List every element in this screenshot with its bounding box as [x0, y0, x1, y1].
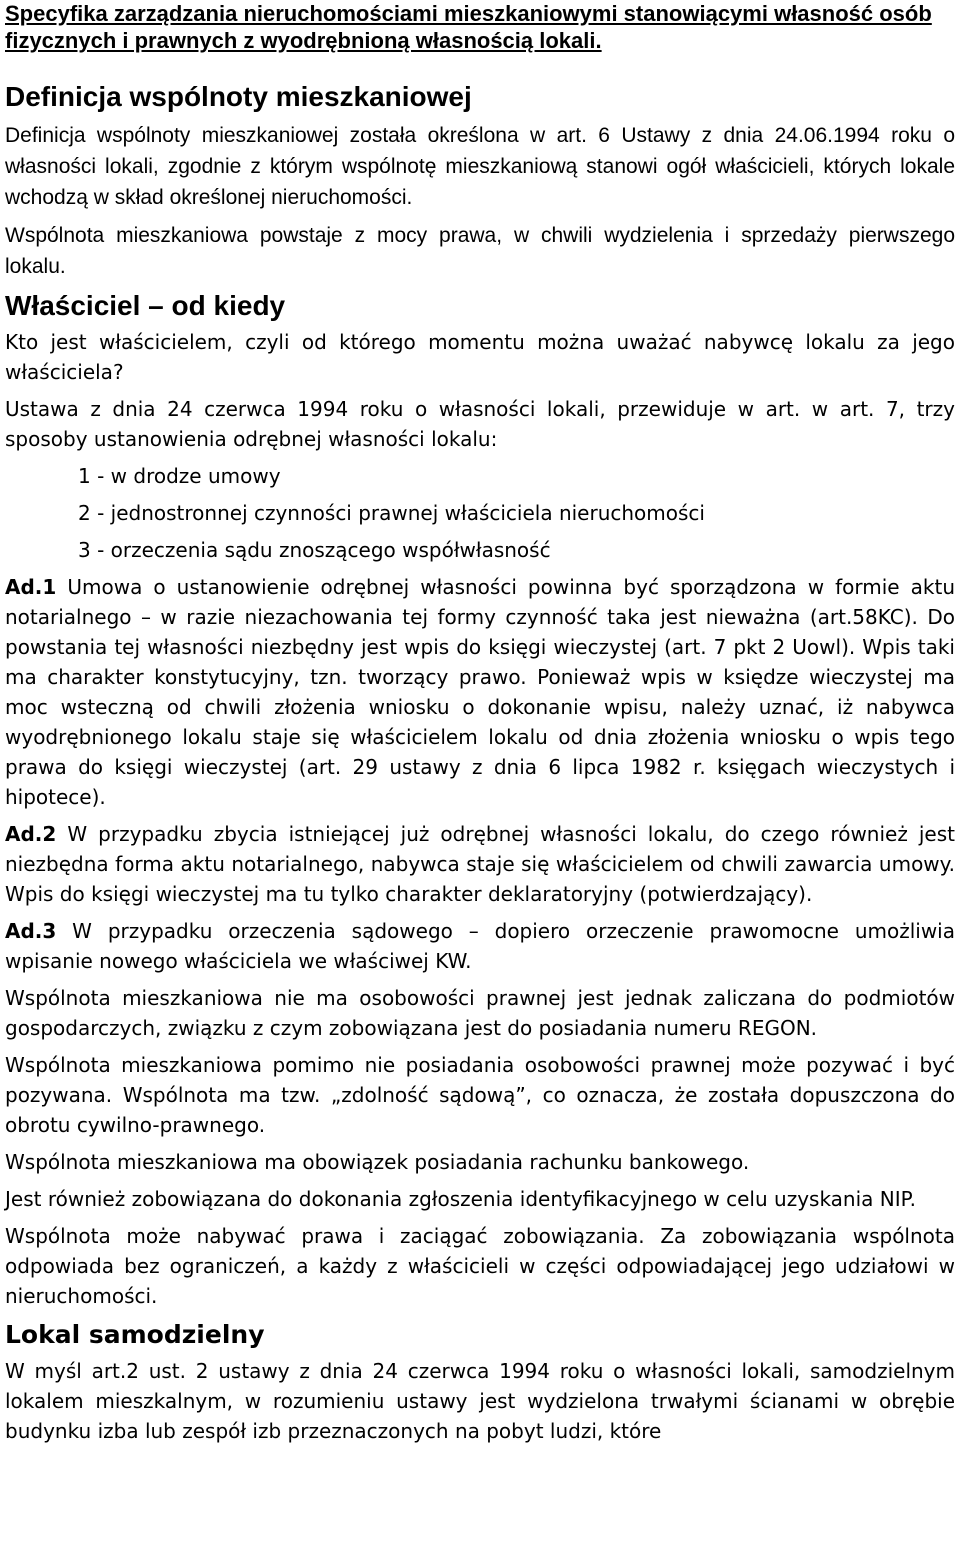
paragraph-nip: Jest również zobowiązana do dokonania zgłoszenia identyfikacyjnego w celu uzyskania NIP. — [5, 1187, 916, 1211]
paragraph-definition-2: Wspólnota mieszkaniowa powstaje z mocy prawa, w chwili wydzielenia i sprzedaży pierwszego lokalu. — [5, 224, 955, 278]
ad3-text: W przypadku orzeczenia sądowego – dopiero orzeczenie prawomocne umożliwia wpisanie nowego właściciela we właściwej KW. — [5, 919, 955, 973]
paragraph-court-capacity: Wspólnota mieszkaniowa pomimo nie posiadania osobowości prawnej może pozywać i być pozywana. Wspólnota ma tzw. „zdolność sądową”, co oznacza, że została dopuszczona do obrotu cywilno-prawnego. — [5, 1053, 955, 1137]
paragraph-owner-question: Kto jest właścicielem, czyli od którego momentu można uważać nabywcę lokalu za jego właściciela? — [5, 330, 955, 384]
document-title: Specyfika zarządzania nieruchomościami mieszkaniowymi stanowiącymi własność osób fizycznych i prawnych z wyodrębnioną własnością lokali. — [5, 1, 932, 53]
paragraph-owner-law: Ustawa z dnia 24 czerwca 1994 roku o własności lokali, przewiduje w art. w art. 7, trzy sposoby ustanowienia odrębnej własności lokalu: — [5, 397, 955, 451]
paragraph-obligations: Wspólnota może nabywać prawa i zaciągać zobowiązania. Za zobowiązania wspólnota odpowiada bez ograniczeń, a każdy z właścicieli w części odpowiadającej jego udziałowi w nieruchomości. — [5, 1224, 955, 1308]
section-heading-owner: Właściciel – od kiedy — [5, 290, 286, 321]
paragraph-definition-1: Definicja wspólnoty mieszkaniowej została określona w art. 6 Ustawy z dnia 24.06.1994 roku o własności lokali, zgodnie z którym wspólnotę mieszkaniową stanowi ogół właścicieli, których lokale wchodzą w skład określonej nieruchomości. — [5, 124, 955, 209]
paragraph-lokal-definition: W myśl art.2 ust. 2 ustawy z dnia 24 czerwca 1994 roku o własności lokali, samodzielnym lokalem mieszkalnym, w rozumieniu ustawy jest wydzielona trwałymi ścianami w obrębie budynku izba lub zespół izb przeznaczonych na pobyt ludzi, które — [5, 1359, 955, 1443]
list-item-method-3: 3 - orzeczenia sądu znoszącego współwłasność — [78, 538, 551, 562]
paragraph-ad1 — [5, 572, 955, 812]
ad1-label: Ad.1 — [5, 575, 57, 599]
list-item-method-1: 1 - w drodze umowy — [78, 464, 281, 488]
paragraph-regon: Wspólnota mieszkaniowa nie ma osobowości prawnej jest jednak zaliczana do podmiotów gospodarczych, związku z czym zobowiązana jest do posiadania numeru REGON. — [5, 986, 955, 1040]
ad2-label: Ad.2 — [5, 822, 57, 846]
ad3-label: Ad.3 — [5, 919, 57, 943]
section-heading-definition: Definicja wspólnoty mieszkaniowej — [5, 81, 472, 112]
section-heading-lokal: Lokal samodzielny — [5, 1320, 265, 1349]
ad2-text: W przypadku zbycia istniejącej już odrębnej własności lokalu, do czego również jest niezbędna forma aktu notarialnego, nabywca staje się właścicielem od chwili zawarcia umowy. Wpis do księgi wieczystej ma tu tylko charakter deklaratoryjny (potwierdzający). — [5, 822, 955, 906]
list-item-method-2: 2 - jednostronnej czynności prawnej właściciela nieruchomości — [78, 501, 705, 525]
ad1-text: Umowa o ustanowienie odrębnej własności powinna być sporządzona w formie aktu notarialnego – w razie niezachowania tej formy czynność taka jest nieważna (art.58KC). Do powstania tej własności niezbędny jest wpis do księgi wieczystej (art. 7 pkt 2 Uowl). Wpis taki ma charakter konstytucyjny, tzn. tworzący prawo. Ponieważ wpis w księdze wieczystej ma moc wsteczną od chwili złożenia wniosku o dokonanie wpisu, należy uznać, iż nabywca wyodrębnionego lokalu staje się właścicielem lokalu od dnia złożenia wniosku o wpis tego prawa do księgi wieczystej (art. 29 ustawy z dnia 6 lipca 1982 r. księgach wieczystych i hipotece). — [5, 575, 955, 809]
paragraph-bank-account: Wspólnota mieszkaniowa ma obowiązek posiadania rachunku bankowego. — [5, 1150, 750, 1174]
paragraph-ad3 — [5, 916, 955, 976]
paragraph-ad2 — [5, 819, 955, 909]
